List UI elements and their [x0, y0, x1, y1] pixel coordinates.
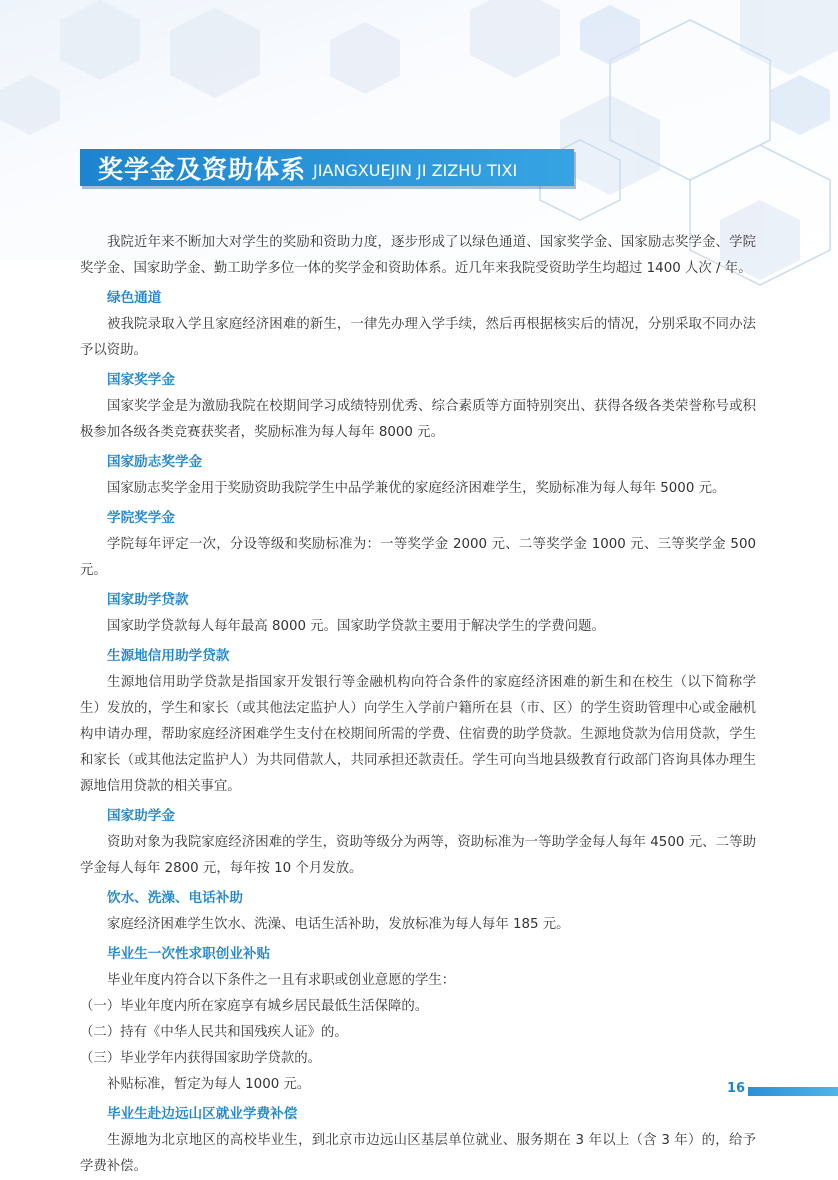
national-scholarship-text: 国家奖学金是为激励我院在校期间学习成绩特别优秀、综合素质等方面特别突出、获得各级各类荣誉称号或积极参加各级各类竞赛获奖者，奖励标准为每人每年 8000 元。 [80, 399, 756, 440]
heading-national-loan: 国家助学贷款 [107, 592, 189, 608]
remote-employment-text: 生源地为北京地区的高校毕业生，到北京市边远山区基层单位就业、服务期在 3 年以上（含 3 年）的，给予学费补偿。 [80, 1133, 756, 1174]
heading-national-encouragement: 国家励志奖学金 [107, 454, 203, 470]
heading-job-subsidy: 毕业生一次性求职创业补贴 [107, 946, 271, 962]
green-channel-text: 被我院录取入学且家庭经济困难的新生，一律先办理入学手续，然后再根据核实后的情况，分别采取不同办法予以资助。 [80, 317, 756, 358]
living-subsidy-text: 家庭经济困难学生饮水、洗澡、电话生活补助，发放标准为每人每年 185 元。 [107, 917, 570, 932]
heading-origin-loan: 生源地信用助学贷款 [107, 648, 230, 664]
article-body [80, 230, 756, 1180]
footer-accent-bar [748, 1087, 838, 1096]
intro-paragraph: 我院近年来不断加大对学生的奖励和资助力度，逐步形成了以绿色通道、国家奖学金、国家励志奖学金、学院奖学金、国家助学金、勤工助学多位一体的奖学金和资助体系。近几年来我院受资助学生均超过 1400 人次 / 年。 [80, 235, 756, 276]
national-loan-text: 国家助学贷款每人每年最高 8000 元。国家助学贷款主要用于解决学生的学费问题。 [107, 619, 605, 634]
heading-living-subsidy: 饮水、洗澡、电话补助 [107, 890, 243, 906]
section-title: 奖学金及资助体系 [98, 154, 307, 184]
page-number: 16 [727, 1081, 746, 1096]
job-subsidy-text: 毕业年度内符合以下条件之一且有求职或创业意愿的学生： [107, 973, 456, 988]
heading-college-scholarship: 学院奖学金 [107, 510, 175, 526]
heading-national-grant: 国家助学金 [107, 808, 175, 824]
job-subsidy-item: （三）毕业学年内获得国家助学贷款的。 [80, 1051, 322, 1066]
national-grant-text: 资助对象为我院家庭经济困难的学生，资助等级分为两等，资助标准为一等助学金每人每年 4500 元、二等助学金每人每年 2800 元，每年按 10 个月发放。 [80, 835, 756, 876]
job-subsidy-standard: 补贴标准，暂定为每人 1000 元。 [107, 1077, 311, 1092]
national-encouragement-text: 国家励志奖学金用于奖励资助我院学生中品学兼优的家庭经济困难学生，奖励标准为每人每年 5000 元。 [107, 481, 726, 496]
college-scholarship-text: 学院每年评定一次，分设等级和奖励标准为：一等奖学金 2000 元、二等奖学金 1000 元、三等奖学金 500 元。 [80, 537, 756, 578]
origin-loan-text: 生源地信用助学贷款是指国家开发银行等金融机构向符合条件的家庭经济困难的新生和在校生（以下简称学生）发放的，学生和家长（或其他法定监护人）向学生入学前户籍所在县（市、区）的学生资助管理中心或金融机构申请办理，帮助家庭经济困难学生支付在校期间所需的学费、住宿费的助学贷款。生源地贷款为信用贷款，学生和家长（或其他法定监护人）为共同借款人，共同承担还款责任。学生可向当地县级教育行政部门咨询具体办理生源地信用贷款的相关事宜。 [80, 675, 756, 794]
job-subsidy-item: （一）毕业年度内所在家庭享有城乡居民最低生活保障的。 [80, 999, 429, 1014]
section-title-pinyin: JIANGXUEJIN JI ZIZHU TIXI [313, 161, 518, 180]
heading-remote-employment: 毕业生赴边远山区就业学费补偿 [107, 1106, 298, 1122]
heading-green-channel: 绿色通道 [107, 290, 162, 306]
job-subsidy-item: （二）持有《中华人民共和国残疾人证》的。 [80, 1025, 348, 1040]
section-title-bar [80, 149, 574, 186]
heading-national-scholarship: 国家奖学金 [107, 372, 175, 388]
